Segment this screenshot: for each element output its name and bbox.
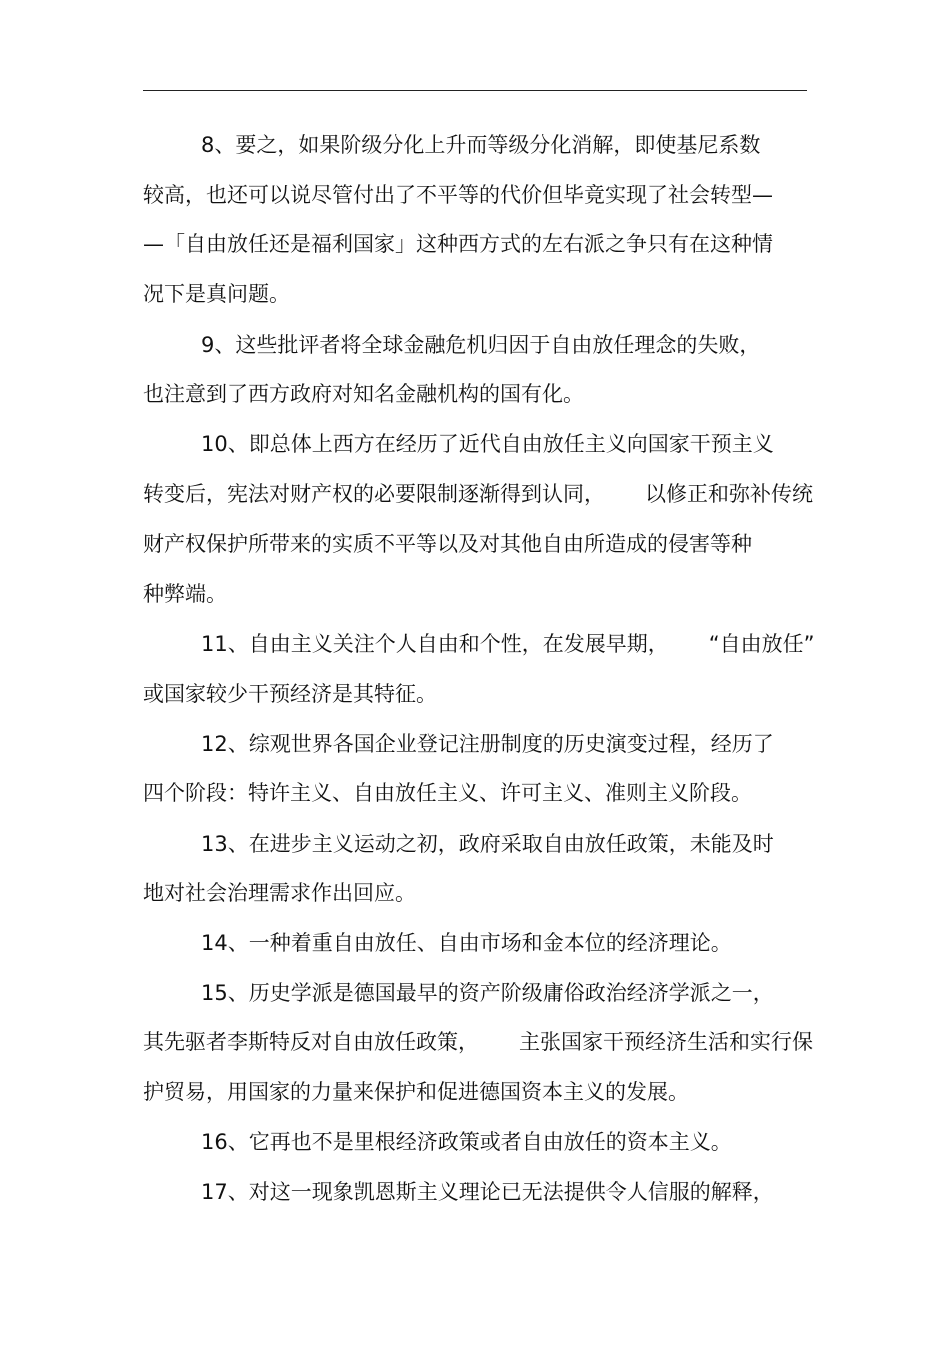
paragraph-8-line-1: 8、要之，如果阶级分化上升而等级分化消解，即使基尼系数	[201, 133, 761, 157]
paragraph-15-line-2: 其先驱者李斯特反对自由放任政策， 主张国家干预经济生活和实行保	[143, 1030, 814, 1054]
paragraph-10-line-1: 10、即总体上西方在经历了近代自由放任主义向国家干预主义	[201, 432, 774, 456]
paragraph-11-line-2: 或国家较少干预经济是其特征。	[143, 682, 437, 706]
paragraph-9-line-1: 9、这些批评者将全球金融危机归因于自由放任理念的失败，	[201, 333, 761, 357]
paragraph-14-line-1: 14、一种着重自由放任、自由市场和金本位的经济理论。	[201, 931, 732, 955]
paragraph-15-line-1: 15、历史学派是德国最早的资产阶级庸俗政治经济学派之一，	[201, 981, 774, 1005]
paragraph-8-line-2: 较高，也还可以说尽管付出了不平等的代价但毕竟实现了社会转型—	[143, 183, 773, 207]
paragraph-12-line-2: 四个阶段：特许主义、自由放任主义、许可主义、准则主义阶段。	[143, 781, 752, 805]
paragraph-10-line-3: 财产权保护所带来的实质不平等以及对其他自由所造成的侵害等种	[143, 532, 752, 556]
paragraph-10-line-2: 转变后，宪法对财产权的必要限制逐渐得到认同， 以修正和弥补传统	[143, 482, 814, 506]
paragraph-16-line-1: 16、它再也不是里根经济政策或者自由放任的资本主义。	[201, 1130, 732, 1154]
paragraph-8-line-4: 况下是真问题。	[143, 282, 290, 306]
paragraph-8-line-3: —「自由放任还是福利国家」这种西方式的左右派之争只有在这种情	[143, 232, 773, 256]
paragraph-17-line-1: 17、对这一现象凯恩斯主义理论已无法提供令人信服的解释，	[201, 1180, 774, 1204]
paragraph-10-line-4: 种弊端。	[143, 582, 227, 606]
paragraph-13-line-2: 地对社会治理需求作出回应。	[143, 881, 416, 905]
paragraph-12-line-1: 12、综观世界各国企业登记注册制度的历史演变过程，经历了	[201, 732, 774, 756]
paragraph-13-line-1: 13、在进步主义运动之初，政府采取自由放任政策，未能及时	[201, 832, 774, 856]
paragraph-11-line-1: 11、自由主义关注个人自由和个性，在发展早期， “自由放任”	[201, 632, 815, 656]
paragraph-9-line-2: 也注意到了西方政府对知名金融机构的国有化。	[143, 382, 584, 406]
paragraph-15-line-3: 护贸易，用国家的力量来保护和促进德国资本主义的发展。	[143, 1080, 689, 1104]
